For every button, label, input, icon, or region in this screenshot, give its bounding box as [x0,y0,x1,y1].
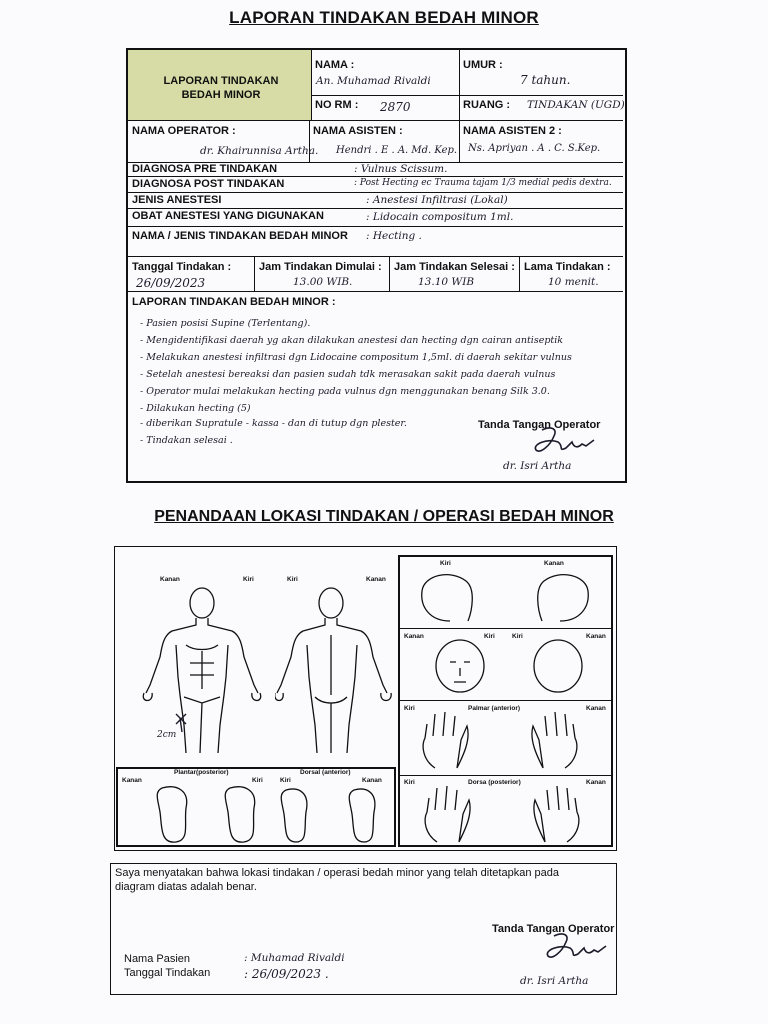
head-front-back-figures [410,638,605,700]
report-sign-name: dr. Isri Artha [503,460,572,472]
report-label: LAPORAN TINDAKAN BEDAH MINOR : [132,296,336,308]
location-mark-label: 2cm [157,730,177,740]
asisten-value: Hendri . E . A. Md. Kep. [336,145,458,156]
report-line: - diberikan Supratule - kassa - dan di tutup dgn plester. [140,418,407,429]
operator-value: dr. Khairunnisa Artha. [200,145,319,157]
palmar-label: Palmar (anterior) [468,705,521,712]
body-front-kanan: Kanan [160,576,180,583]
page-title: LAPORAN TINDAKAN BEDAH MINOR [229,8,539,27]
jenis-tindakan-label: NAMA / JENIS TINDAKAN BEDAH MINOR [132,230,348,242]
statement-line: Saya menyatakan bahwa lokasi tindakan / operasi bedah minor yang telah ditetapkan pada [115,867,559,879]
dorsa-kanan: Kanan [586,779,606,786]
feet-kanan-2: Kanan [362,777,382,784]
mulai-value: 13.00 WIB. [293,276,353,288]
statement-tanggal-value: : 26/09/2023 . [244,967,329,981]
head2-kanan: Kanan [404,633,424,640]
section-title: PENANDAAN LOKASI TINDAKAN / OPERASI BEDAH MINOR [154,508,614,525]
report-line: - Dilakukan hecting (5) [140,403,251,414]
lama-value: 10 menit. [548,276,599,288]
body-back-kiri: Kiri [287,576,298,583]
report-line: - Mengidentifikasi daerah yg akan dilakukan anestesi dan hecting dgn cairan antiseptik [140,335,564,346]
form-header-label: LAPORAN TINDAKAN BEDAH MINOR [163,75,279,101]
report-line: - Melakukan anestesi infiltrasi dgn Lidocaine compositum 1,5ml. di daerah sekitar vulnus [140,352,572,363]
jenis-anestesi-label: JENIS ANESTESI [132,194,222,206]
diagnosa-pre-value: : Vulnus Scissum. [354,163,448,175]
asisten2-value: Ns. Apriyan . A . C. S.Kep. [468,143,601,154]
body-front-kiri: Kiri [243,576,254,583]
mulai-label: Jam Tindakan Dimulai : [259,261,382,273]
statement-sign-name: dr. Isri Artha [520,975,589,987]
umur-label: UMUR : [463,59,503,71]
report-line: - Pasien posisi Supine (Terlentang). [140,318,311,329]
statement-signature [540,930,620,964]
statement-line: diagram diatas adalah benar. [115,881,257,893]
diagnosa-post-value: : Post Hecting ec Trauma tajam 1/3 medial pedis dextra. [354,178,612,188]
body-back-kanan: Kanan [366,576,386,583]
operator-label: NAMA OPERATOR : [132,125,236,137]
feet-kanan: Kanan [122,777,142,784]
diagnosa-post-label: DIAGNOSA POST TINDAKAN [132,178,285,190]
ruang-label: RUANG : [463,99,511,111]
feet-figure [150,784,390,846]
dorsal-label: Dorsal (anterior) [300,769,351,776]
body-back-figure [275,585,400,760]
report-line: - Tindakan selesai . [140,435,233,446]
statement-text [115,866,559,894]
dorsa-label: Dorsa (posterior) [468,779,521,786]
report-line: - Setelah anestesi bereaksi dan pasien sudah tdk merasakan sakit pada daerah vulnus [140,369,556,380]
nama-label: NAMA : [315,59,355,71]
nama-value: An. Muhamad Rivaldi [316,75,431,87]
report-line: - Operator mulai melakukan hecting pada vulnus dgn menggunakan benang Silk 3.0. [140,386,550,397]
tanggal-label: Tanggal Tindakan : [132,261,232,273]
diagnosa-pre-label: DIAGNOSA PRE TINDAKAN [132,163,278,175]
feet-kiri-2: Kiri [280,777,291,784]
selesai-label: Jam Tindakan Selesai : [394,261,515,273]
jenis-anestesi-value: : Anestesi Infiltrasi (Lokal) [366,194,508,206]
operator-signature [528,424,608,458]
pasien-value: : Muhamad Rivaldi [244,952,345,964]
selesai-value: 13.10 WIB [418,276,475,288]
tanggal-value: 26/09/2023 [136,276,206,290]
ruang-value: TINDAKAN (UGD) [527,99,625,111]
head2-kiri-2: Kiri [512,633,523,640]
obat-anestesi-value: : Lidocain compositum 1ml. [366,211,514,223]
jenis-tindakan-value: : Hecting . [366,230,422,242]
lama-label: Lama Tindakan : [524,261,611,273]
palmar-hands-figure [415,710,605,772]
umur-value: 7 tahun. [520,73,571,87]
asisten2-label: NAMA ASISTEN 2 : [463,125,562,137]
dorsa-kiri: Kiri [404,779,415,786]
dorsa-hands-figure [415,784,605,846]
feet-kiri: Kiri [252,777,263,784]
head-side-figures [410,567,605,627]
no-rm-value: 2870 [380,100,411,114]
asisten-label: NAMA ASISTEN : [313,125,403,137]
head-kiri: Kiri [440,560,451,567]
head-kanan: Kanan [544,560,564,567]
statement-tanggal-label: Tanggal Tindakan [124,967,211,979]
report-sign-label: Tanda Tangan Operator [478,419,601,431]
plantar-label: Plantar(posterior) [174,769,229,776]
palmar-kanan: Kanan [586,705,606,712]
head2-kanan-2: Kanan [586,633,606,640]
no-rm-label: NO RM : [315,99,359,111]
pasien-label: Nama Pasien [124,953,191,965]
obat-anestesi-label: OBAT ANESTESI YANG DIGUNAKAN [132,210,324,222]
palmar-kiri: Kiri [404,705,415,712]
statement-sign-label: Tanda Tangan Operator [492,923,615,935]
head2-kiri: Kiri [484,633,495,640]
form-header-label-cell [128,50,312,121]
